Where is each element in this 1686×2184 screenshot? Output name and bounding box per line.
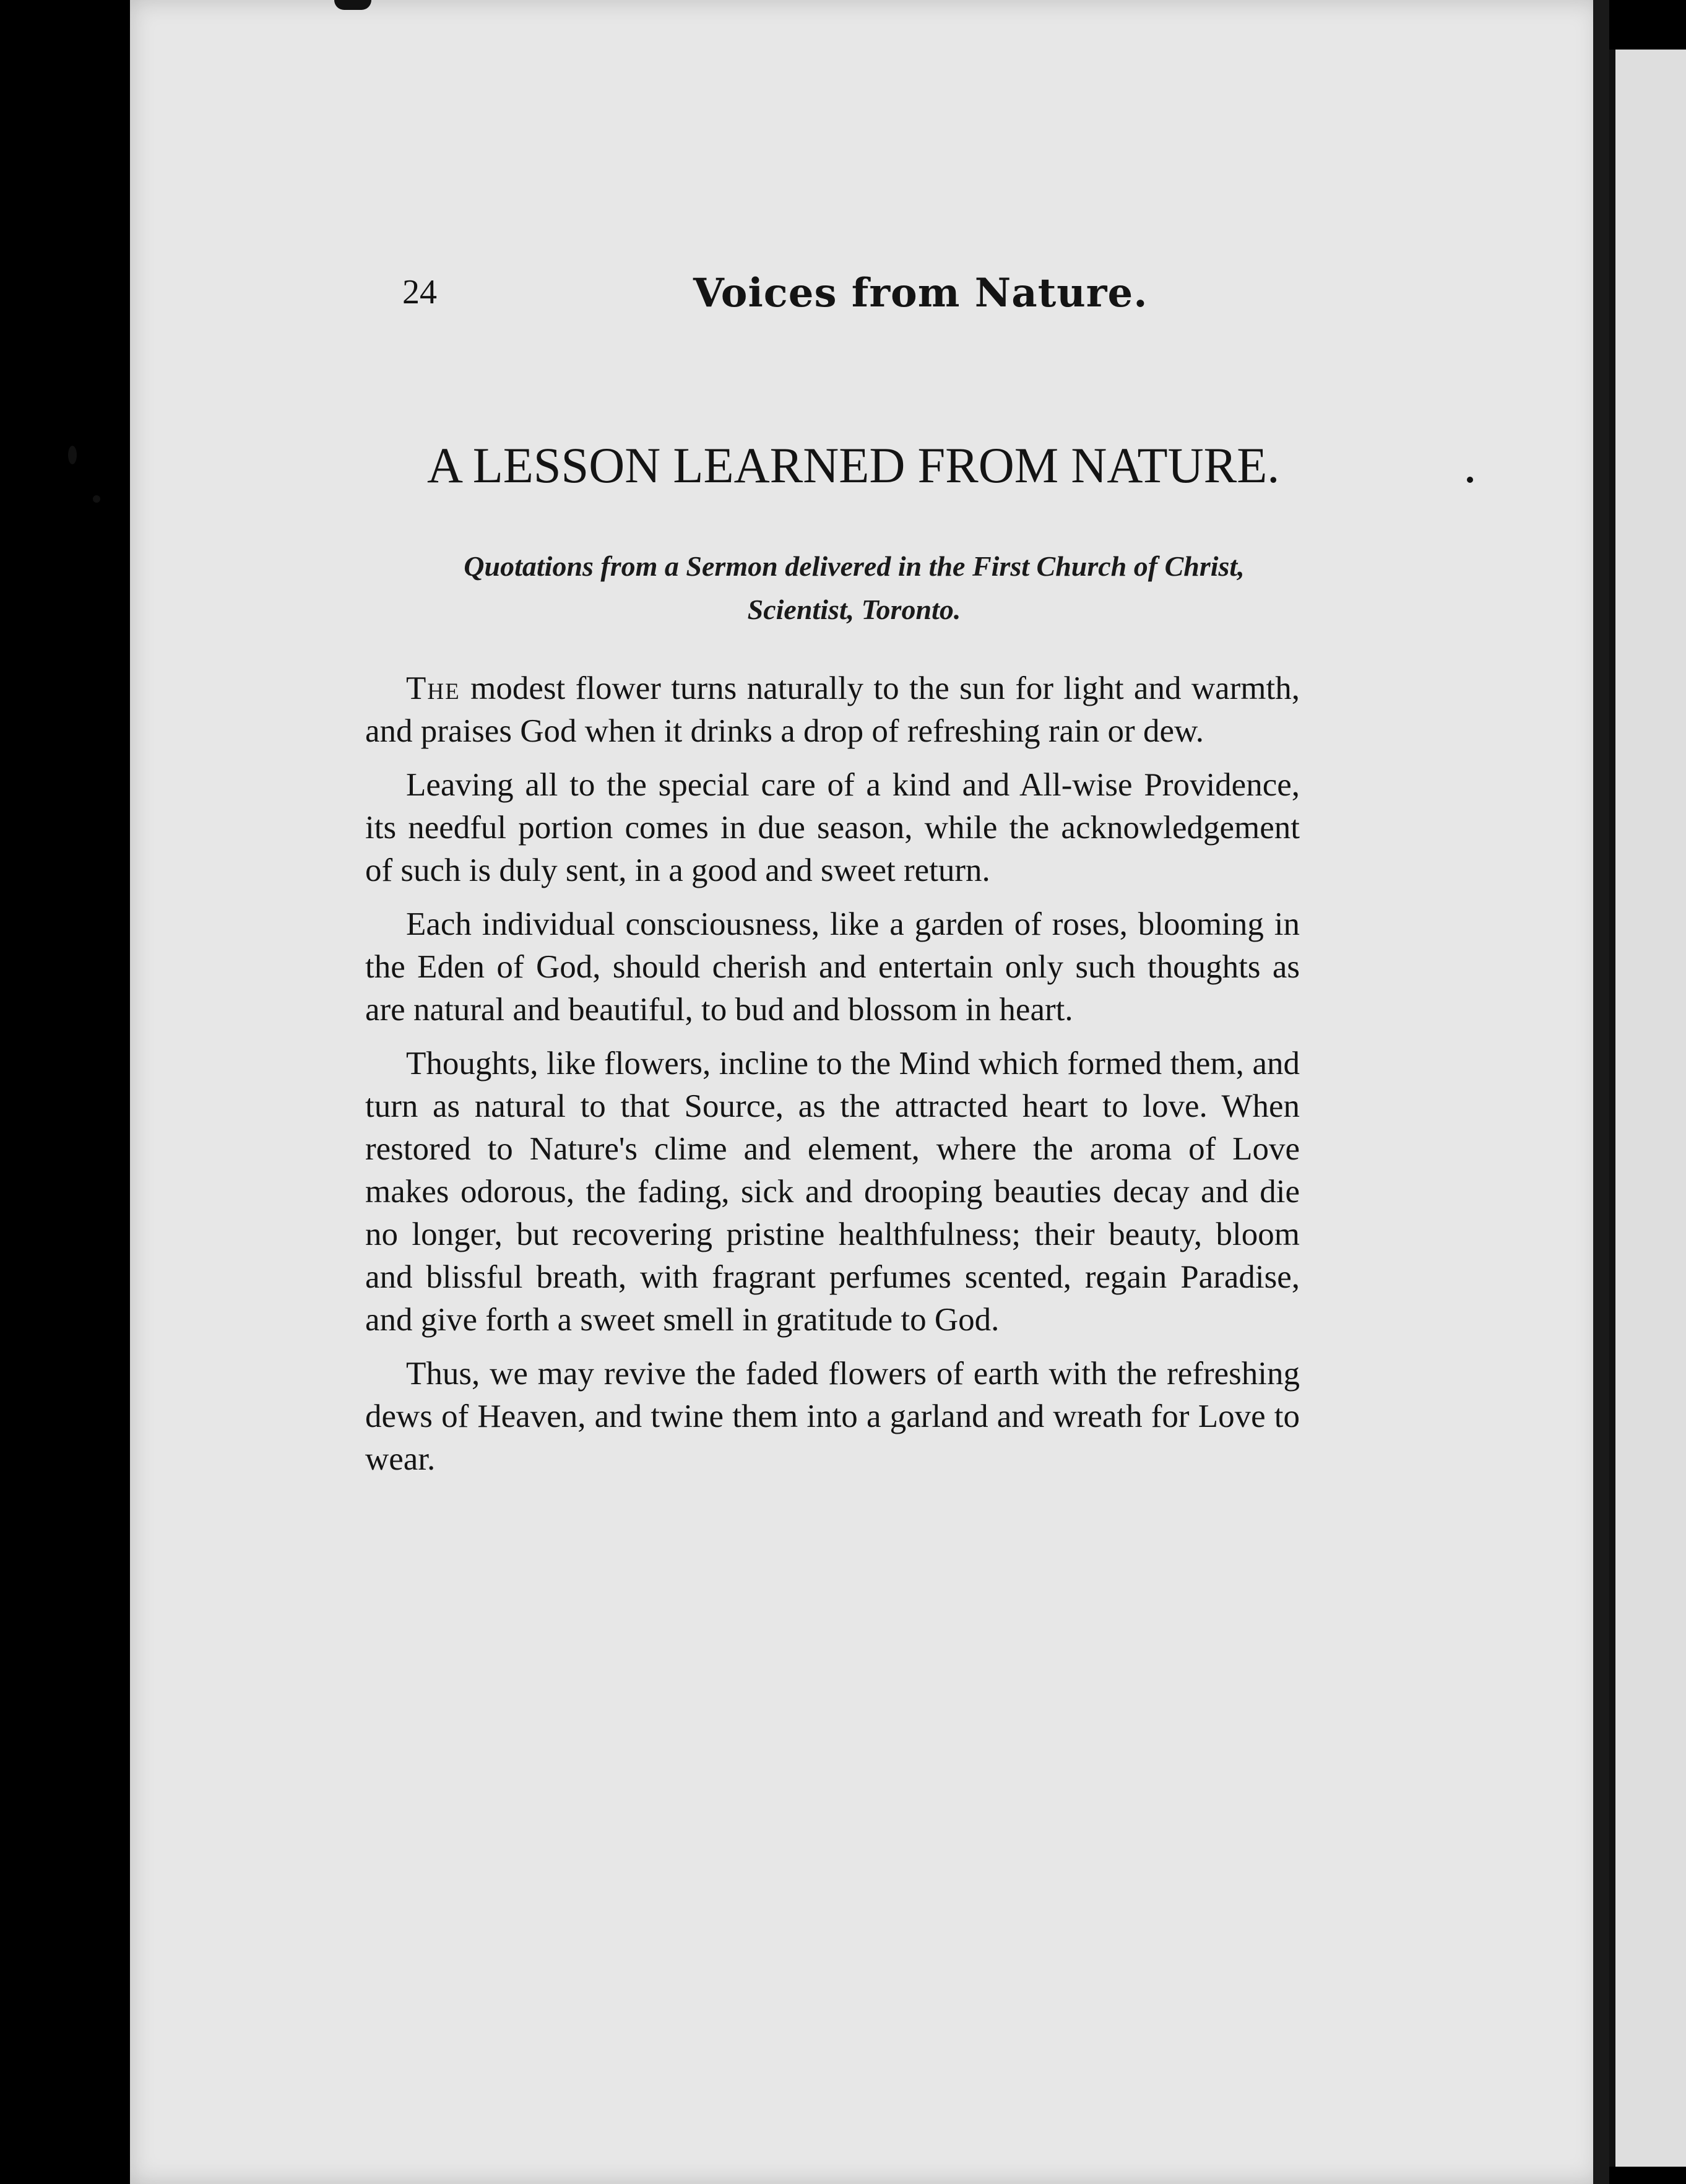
- paragraph-text: Leaving all to the special care of a kind and All-wise Providence, its needful portion comes in due season, while the acknowledgement of such is duly sent, in a good and sweet return.: [365, 767, 1300, 888]
- article-body: [365, 667, 1300, 1492]
- scan-speck: [68, 446, 77, 464]
- paragraph-text: Each individual consciousness, like a garden of roses, blooming in the Eden of God, should cherish and entertain only such thoughts as are natural and beautiful, to bud and blossom in heart.: [365, 906, 1300, 1028]
- running-head: [402, 272, 1393, 328]
- scan-speck: [334, 0, 371, 10]
- paragraph-text: modest flower turns naturally to the sun for light and warmth, and praises God when it drinks a drop of refreshing rain or dew.: [365, 670, 1300, 749]
- paragraph: [365, 667, 1300, 753]
- adjacent-page-edge: [1609, 50, 1686, 2167]
- article-title: A LESSON LEARNED FROM NATURE.: [427, 437, 1280, 493]
- subtitle-line: Scientist, Toronto.: [747, 594, 961, 625]
- paragraph-text: Thoughts, like flowers, incline to the Mind which formed them, and turn as natural to that Source, as the attracted heart to love. When restored to Nature's clime and element, where the aroma of Love makes odorous, the fading, sick and drooping beauties decay and die no longer, but recovering pristine healthfulness; their beauty, bloom and blissful breath, with fragrant perfumes scented, regain Paradise, and give forth a sweet smell in gratitude to God.: [365, 1046, 1300, 1338]
- article-subtitle: [365, 545, 1343, 631]
- paragraph: [365, 1042, 1300, 1341]
- page-number: 24: [402, 273, 437, 311]
- page-edge-shadow: [1593, 0, 1609, 2184]
- paragraph: [365, 764, 1300, 892]
- lead-word: The: [406, 670, 460, 706]
- subtitle-line: Quotations from a Sermon delivered in the First Church of Christ,: [464, 550, 1245, 582]
- paragraph: [365, 903, 1300, 1031]
- paragraph-text: Thus, we may revive the faded flowers of earth with the refreshing dews of Heaven, and twine them into a garland and wreath for Love to wear.: [365, 1356, 1300, 1477]
- scan-speck: [93, 495, 100, 503]
- running-title: Voices from Nature.: [693, 270, 1148, 316]
- paragraph: [365, 1353, 1300, 1481]
- scan-speck: [1467, 477, 1473, 483]
